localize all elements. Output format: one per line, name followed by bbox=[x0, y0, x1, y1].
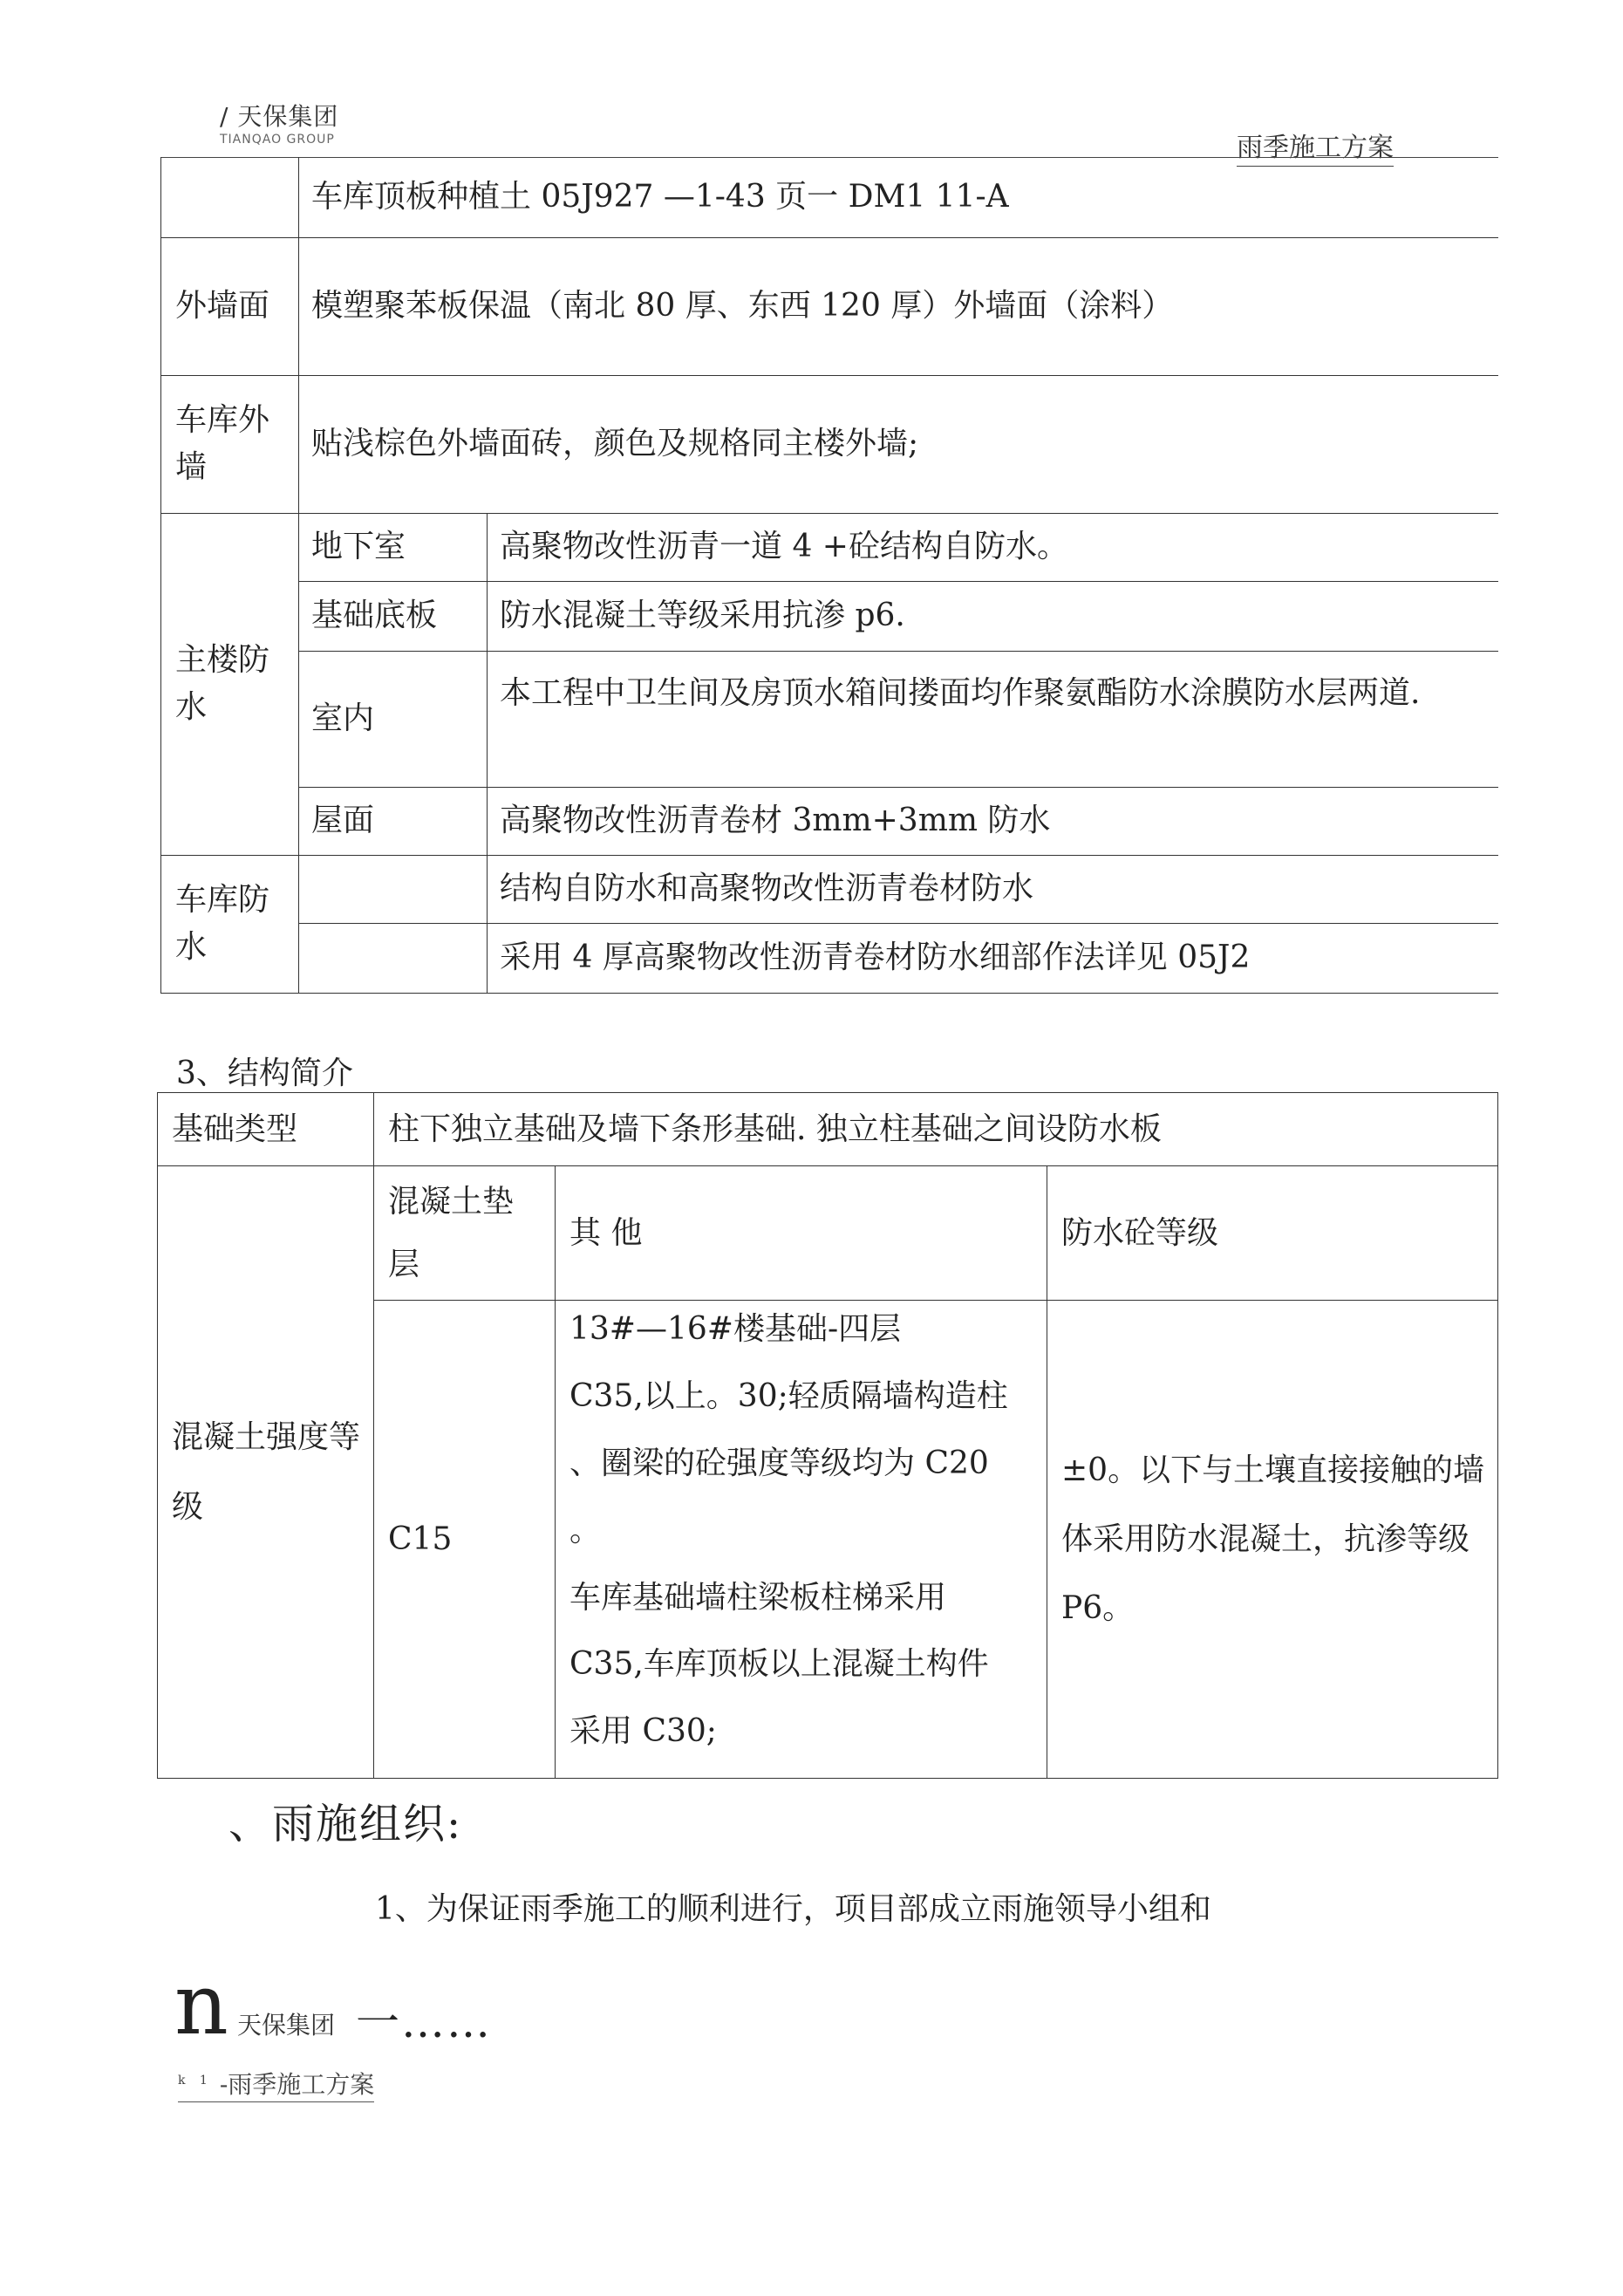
garage-sub-empty-2 bbox=[299, 923, 488, 993]
garage-content-1: 结构自防水和高聚物改性沥青卷材防水 bbox=[488, 855, 1499, 923]
col-header-other: 其 他 bbox=[556, 1166, 1047, 1301]
rain-organization-title: 、雨施组织: bbox=[228, 1800, 463, 1848]
main-sub-roof: 屋面 bbox=[299, 787, 488, 855]
other-line-1: 13#—16#楼基础-四层 bbox=[569, 1311, 902, 1347]
main-waterproof-label: 主楼防水 bbox=[161, 513, 299, 855]
footer-sub-mark: k 1 bbox=[178, 2073, 213, 2088]
footer-n-glyph: n bbox=[174, 1956, 228, 2053]
main-content-roof: 高聚物改性沥青卷材 3mm+3mm 防水 bbox=[488, 787, 1499, 855]
roof-soil-content: 车库顶板种植土 05J927 —1-43 页一 DM1 11-A bbox=[299, 157, 1499, 237]
company-logo bbox=[220, 98, 338, 147]
other-line-3: 、圈梁的砼强度等级均为 C20 bbox=[569, 1445, 989, 1481]
main-sub-basement: 地下室 bbox=[299, 513, 488, 581]
col-header-cushion: 混凝土垫层 bbox=[374, 1166, 556, 1301]
waterproof-grade-content: ±0。以下与土壤直接接触的墙体采用防水混凝土，抗渗等级 P6。 bbox=[1047, 1301, 1498, 1779]
footer-sub-text: -雨季施工方案 bbox=[219, 2070, 375, 2099]
garage-waterproof-label: 车库防水 bbox=[161, 855, 299, 993]
other-content bbox=[556, 1301, 1047, 1779]
main-sub-indoor: 室内 bbox=[299, 651, 488, 787]
foundation-type-content: 柱下独立基础及墙下条形基础. 独立柱基础之间设防水板 bbox=[374, 1093, 1498, 1166]
logo-en-text: TIANQAO GROUP bbox=[220, 133, 335, 147]
footer-group-name: 天保集团 bbox=[237, 2011, 336, 2040]
garage-wall-label: 车库外墙 bbox=[161, 375, 299, 513]
structure-table bbox=[157, 1092, 1498, 1779]
footer-doc-title bbox=[178, 2066, 374, 2102]
garage-sub-empty-1 bbox=[299, 855, 488, 923]
header-doc-title: 雨季施工方案 bbox=[1237, 126, 1394, 167]
main-content-foundation: 防水混凝土等级采用抗渗 p6. bbox=[488, 581, 1499, 651]
main-content-indoor: 本工程中卫生间及房顶水箱间搂面均作聚氨酯防水涂膜防水层两道. bbox=[488, 651, 1499, 787]
building-spec-table bbox=[160, 157, 1498, 994]
exterior-wall-content: 模塑聚苯板保温（南北 80 厚、东西 120 厚）外墙面（涂料） bbox=[299, 237, 1499, 375]
foundation-type-label: 基础类型 bbox=[158, 1093, 374, 1166]
other-line-2: C35,以上。30;轻质隔墙构造柱 bbox=[569, 1377, 1008, 1414]
main-content-basement: 高聚物改性沥青一道 4 +砼结构自防水。 bbox=[488, 513, 1499, 581]
footer-dashes: 一…… bbox=[356, 1997, 492, 2047]
logo-cn-text: / 天保集团 bbox=[220, 102, 339, 131]
col-header-waterproof: 防水砼等级 bbox=[1047, 1166, 1498, 1301]
empty-label-cell bbox=[161, 157, 299, 237]
garage-content-2: 采用 4 厚高聚物改性沥青卷材防水细部作法详见 05J2 bbox=[488, 923, 1499, 993]
section-structure-title: 3、结构简介 bbox=[176, 1056, 353, 1091]
other-line-6: C35,车库顶板以上混凝土构件 bbox=[569, 1646, 989, 1683]
garage-wall-content: 贴浅棕色外墙面砖，颜色及规格同主楼外墙; bbox=[299, 375, 1499, 513]
main-sub-foundation: 基础底板 bbox=[299, 581, 488, 651]
cushion-value: C15 bbox=[374, 1301, 556, 1779]
other-line-7: 采用 C30; bbox=[569, 1713, 717, 1750]
other-line-5: 车库基础墙柱梁板柱梯采用 bbox=[569, 1579, 947, 1616]
exterior-wall-label: 外墙面 bbox=[161, 237, 299, 375]
concrete-strength-label: 混凝土强度等级 bbox=[158, 1166, 374, 1779]
other-line-4: 。 bbox=[569, 1512, 602, 1548]
rain-organization-paragraph: 1、为保证雨季施工的顺利进行，项目部成立雨施领导小组和 bbox=[375, 1891, 1211, 1927]
